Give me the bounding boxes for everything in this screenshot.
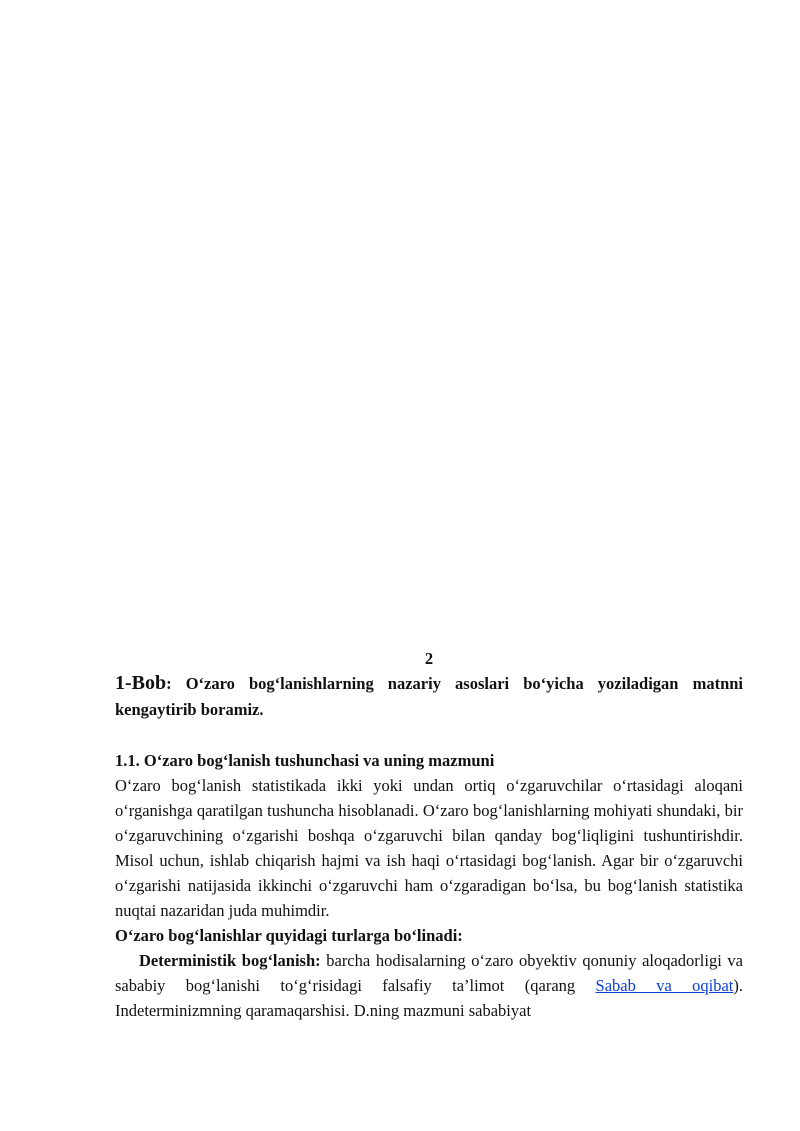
page-content (115, 648, 743, 1023)
chapter-heading (115, 670, 743, 723)
deterministic-text-continued: ). Indeterminizmning qaramaqarshisi. D.ning mazmuni sababiyat (115, 976, 744, 1020)
page-number: 2 (424, 649, 434, 668)
types-heading: O‘zaro bog‘lanishlar quyidagi turlarga bo‘linadi: (115, 926, 463, 945)
sabab-va-oqibat-link[interactable]: Sabab va oqibat (595, 976, 734, 995)
deterministic-paragraph (115, 948, 743, 1023)
spacer (115, 723, 743, 745)
chapter-title: : O‘zaro bog‘lanishlarning nazariy asoslari bo‘yicha yoziladigan matnni kengaytirib boramiz. (115, 674, 743, 719)
deterministic-text: barcha hodisalarning o‘zaro obyektiv qonuniy aloqadorligi va sababiy bog‘lanishi to‘g‘risidagi falsafiy ta’limot (qarang (115, 951, 743, 995)
section-title: 1.1. O‘zaro bog‘lanish tushunchasi va uning mazmuni (115, 751, 495, 770)
deterministic-term: Deterministik bog‘lanish: (139, 951, 321, 970)
section-paragraph: O‘zaro bog‘lanish statistikada ikki yoki undan ortiq o‘zgaruvchilar o‘rtasidagi aloqani o‘rganishga qaratilgan tushuncha hisoblanadi. O‘zaro bog‘lanishlarning mohiyati shundaki, bir o‘zgaruvchining o‘zgarishi boshqa o‘zgaruvchi bilan qanday bog‘liqligini tushuntirishdir. Misol uchun, ishlab chiqarish hajmi va ish haqi o‘rtasidagi bog‘lanish. Agar bir o‘zgaruvchi o‘zgarishi natijasida ikkinchi o‘zgaruvchi ham o‘zgaradigan bo‘lsa, bu bog‘lanish statistika nuqtai nazaridan juda muhimdir. (115, 776, 743, 920)
chapter-prefix: 1-Bob (115, 672, 167, 694)
